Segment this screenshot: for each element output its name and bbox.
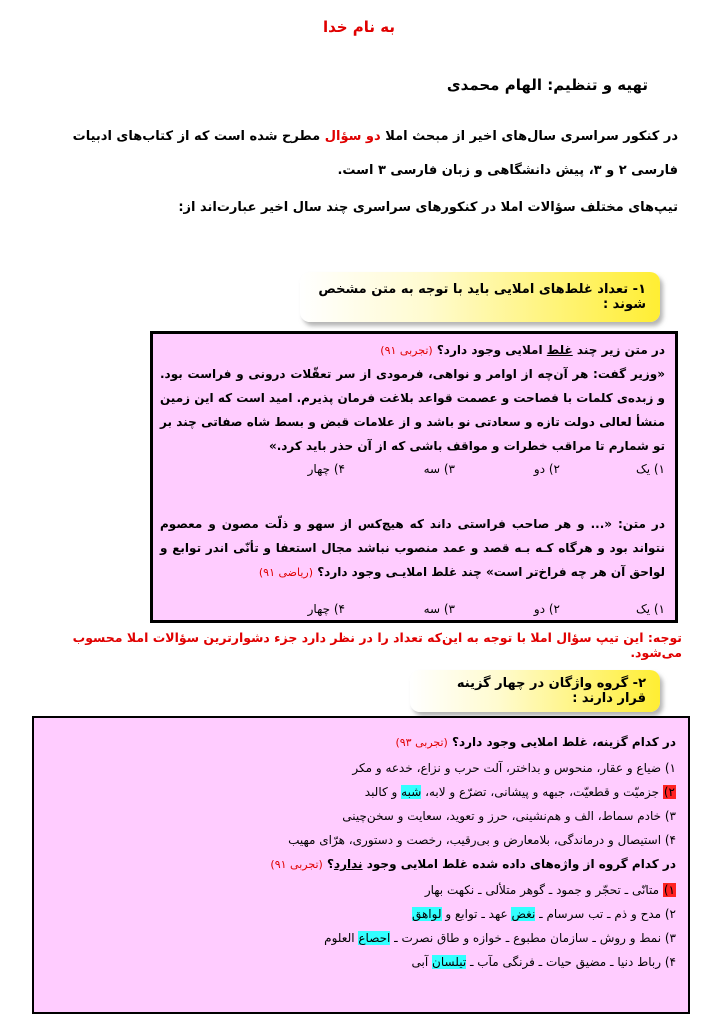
- option-2[interactable]: ۲) دو: [533, 602, 560, 616]
- option-1[interactable]: ۱) یک: [635, 602, 665, 616]
- s2-q2-stem-underlined: ندارد: [333, 857, 363, 871]
- s1-q1-stem-a: در متن زیر چند: [572, 343, 665, 357]
- error-highlight: شبه: [401, 785, 422, 799]
- s1-q2-stem: [160, 512, 665, 585]
- section2-heading: ۲- گروه واژگان در چهار گزینه قرار دارند :: [456, 676, 646, 706]
- s2-q2-option-1[interactable]: [425, 878, 676, 902]
- s2-q2-option-2-text-a: ۲) مدح و ذم ـ تب سرسام ـ: [535, 907, 676, 921]
- s1-q1-source-tag: (تجربی ۹۱): [380, 344, 433, 357]
- s2-q2-stem: [270, 852, 676, 877]
- s2-q1-option-2-text-a: جزمیّت و قطعیّت، جبهه و پیشانی، تضرّع و لابه،: [421, 785, 663, 799]
- section2-questions-box: [32, 716, 690, 1014]
- intro-paragraph: [38, 120, 678, 188]
- option-3[interactable]: ۳) سه: [423, 462, 455, 476]
- option-3[interactable]: ۳) سه: [423, 602, 455, 616]
- s1-q2-source-tag: (ریاضی ۹۱): [258, 566, 314, 579]
- s2-q2-source-tag: (تجربی ۹۱): [270, 858, 323, 871]
- option-2[interactable]: ۲) دو: [533, 462, 560, 476]
- s1-q1-stem-b: املایی وجود دارد؟: [432, 343, 547, 357]
- error-highlight: نغض: [511, 907, 536, 921]
- s2-q1-option-2[interactable]: [365, 780, 676, 804]
- s2-q2-stem-a: در کدام گروه از واژه‌های داده شده غلط املایی وجود: [362, 857, 676, 871]
- s2-q2-option-3-text-b: العلوم: [324, 931, 359, 945]
- option-4[interactable]: ۴) چهار: [307, 602, 345, 616]
- section2-heading-box: [410, 670, 660, 712]
- intro-text-1: در کنکور سراسری سال‌های اخیر از مبحث املا: [380, 129, 678, 144]
- s2-q2-option-2-text-b: عهد ـ توابع و: [441, 907, 512, 921]
- s1-q2-stem-text: در متن: «... و هر صاحب فراستی داند که هیچ‌کس از سهو و ذلّت مصون و معصوم نتواند بود و هرگاه کـه بـه قصد و عمد منصوب نباشد مجال استعفا و تأنّی اندر توابع و لواحق آن هر چه فراخ‌تر است» چند غلط املایـی وجود دارد؟: [160, 517, 665, 579]
- s2-q2-option-4-text-a: ۴) رباط دنیا ـ مضیق حیات ـ فرنگی مآب ـ: [466, 955, 676, 969]
- question-types-intro: تیپ‌های مختلف سؤالات املا در کنکورهای سراسری چند سال اخیر عبارت‌اند از:: [178, 200, 678, 215]
- answer-marker: ۱): [663, 883, 675, 897]
- s2-q2-option-4[interactable]: [412, 950, 676, 974]
- answer-marker: ۲): [663, 785, 675, 799]
- s2-q2-stem-b: ؟: [322, 857, 334, 871]
- s1-q1-text: «وزیر گفت: هر آن‌چه از اوامر و نواهی، فرمودی از سر تعقّلات درونی و فراست بود. و زبده‌ی کلمات با فصاحت و عصمت قواعد بلاغت فرمان پذیرم. امید است که این زمین منشأ لعالی دولت تازه و سعادتی نو باشد و از علامات قبض و بسط شاه صفاتی چند بر تو شمارم تا مراقب خطرات و مواقف باشی که از آن حذر باید کرد.»: [160, 367, 665, 453]
- s2-q1-stem-text: در کدام گزینه، غلط املایی وجود دارد؟: [447, 735, 676, 749]
- author-line: تهیه و تنظیم: الهام محمدی: [446, 76, 648, 94]
- s2-q1-stem: [395, 730, 676, 755]
- note-text: توجه: این تیپ سؤال املا با توجه به این‌که تعداد را در نظر دارد جزء دشوارترین سؤالات املا محسوب می‌شود.: [72, 630, 682, 660]
- s2-q1-option-4[interactable]: ۴) استیصال و درماندگی، بلامعارض و بی‌رقیب، رخصت و دستوری، هرّای مهیب: [288, 833, 676, 847]
- section1-heading: ۱- تعداد غلط‌های املایی باید با توجه به متن مشخص شوند :: [318, 282, 646, 312]
- s2-q2-option-2[interactable]: [412, 902, 676, 926]
- s2-q1-source-tag: (تجربی ۹۳): [395, 736, 448, 749]
- s2-q2-option-3-text-a: ۳) نمط و روش ـ سازمان مطبوع ـ خوازه و طاق نصرت ـ: [390, 931, 676, 945]
- error-highlight: لواهق: [411, 907, 442, 921]
- option-1[interactable]: ۱) یک: [635, 462, 665, 476]
- page-title: به نام خدا: [322, 18, 396, 36]
- s1-q1-stem: [160, 338, 665, 363]
- option-4[interactable]: ۴) چهار: [307, 462, 345, 476]
- error-highlight: احصاع: [358, 931, 391, 945]
- s1-q1-stem-underlined: غلط: [546, 343, 573, 357]
- error-highlight: تیلسان: [432, 955, 467, 969]
- intro-text-2: مطرح شده است که از کتاب‌های ادبیات فارسی ۲ و ۳، پیش دانشگاهی و زبان فارسی ۳ است.: [72, 129, 678, 178]
- section1-questions-box: [150, 331, 678, 623]
- s2-q2-option-3[interactable]: [324, 926, 676, 950]
- s2-q1-option-1[interactable]: ۱) ضیاع و عقار، منحوس و بداختر، آلت حرب و نزاع، خدعه و مکر: [352, 761, 676, 775]
- s2-q1-option-2-text-b: و کالبد: [364, 785, 402, 799]
- intro-highlight: دو سؤال: [324, 129, 381, 144]
- s2-q1-option-3[interactable]: ۳) خادم سماط، الف و هم‌نشینی، حرز و تعوید، سعایت و سخن‌چینی: [342, 809, 676, 823]
- s2-q2-option-4-text-b: آبی: [411, 955, 433, 969]
- s2-q2-option-1-text: متانّی ـ تحجّر و جمود ـ گوهر متلألی ـ نکهت بهار: [424, 883, 663, 897]
- section1-heading-box: [300, 272, 660, 322]
